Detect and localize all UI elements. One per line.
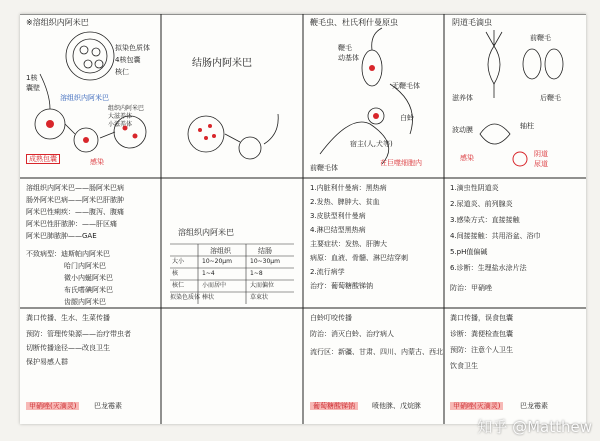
panel1-label: 囊壁 [26, 84, 40, 92]
bottom3-line: 预防：注意个人卫生 [450, 346, 513, 354]
panel3-label: 前鞭毛体 [310, 164, 338, 172]
text1-line: 阿米巴性痢疾：——腹泻、腹痛 [26, 208, 124, 216]
text4-line: 1.滴虫性阴道炎 [450, 184, 499, 192]
text4-line: 6.诊断：生理盐水涂片法 [450, 264, 527, 272]
bottom3-foot: 甲硝唑(灭滴灵) [450, 402, 503, 410]
table-cell: 大小 [172, 258, 185, 265]
panel3-host: 宿主(人,犬等) [350, 140, 393, 148]
text4-line: 5.pH值偏碱 [450, 248, 488, 256]
text1-line: 溶组织内阿米巴——肠阿米巴病 [26, 184, 124, 192]
panel3-label: 无鞭毛体 [392, 82, 420, 90]
panel1-infective: 感染 [90, 158, 104, 166]
bottom1-line: 切断传播途径——改良卫生 [26, 344, 110, 352]
text4-line: 防治：甲硝唑 [450, 284, 492, 292]
table-cell: 核仁 [172, 282, 185, 289]
bottom3-foot2: 巴龙霉素 [520, 402, 548, 410]
panel1-mid: 组织内阿米巴 [108, 105, 145, 112]
bottom1-line: 粪口传播、生水、生菜传播 [26, 314, 110, 322]
panel4-title: 阴道毛滴虫 [452, 18, 492, 27]
table-cell: 大而偏位 [250, 282, 275, 289]
panel1-mid: 大滋养体 [108, 113, 133, 120]
text3-line: 治疗：葡萄糖酸锑钠 [310, 282, 373, 290]
table-cell: 小而居中 [202, 282, 227, 289]
panel1-label: 1核 [26, 74, 38, 82]
panel1-note: 溶组织内阿米巴 [60, 94, 109, 102]
text1-line: 不致病型：迪斯帕内阿米巴 [26, 250, 110, 258]
table-title: 溶组织内阿米巴 [178, 228, 234, 237]
table-cell: 草束状 [250, 294, 269, 301]
text3-line: 病原：血液、骨髓、淋巴结穿刺 [310, 254, 408, 262]
panel1-mid: 小滋养体 [108, 121, 133, 128]
table-cell: 10~20μm [202, 258, 232, 265]
text1-line: 布氏嗜碘阿米巴 [64, 286, 113, 294]
table-header: 溶组织 [210, 247, 231, 255]
text3-line: 2.流行病学 [310, 268, 345, 276]
bottom1-line: 预防：管理传染源——治疗带虫者 [26, 330, 131, 338]
bottom3-line: 粪口传播，误食包囊 [450, 314, 513, 322]
bottom2-line: 流行区：新疆、甘肃、四川、内蒙古、西北 [310, 348, 443, 356]
panel4-label: 滋养体 [452, 94, 473, 102]
table-header: 结肠 [258, 247, 272, 255]
notes-page [20, 14, 586, 424]
text4-line: 4.间接接触：共用浴盆、浴巾 [450, 232, 541, 240]
bottom1-foot: 甲硝唑(灭滴灵) [26, 402, 79, 410]
bottom3-line: 饮食卫生 [450, 362, 478, 370]
panel1-label: 拟染色质体 [115, 44, 150, 52]
table-cell: 棒状 [202, 294, 215, 301]
panel4-label: 后鞭毛 [540, 94, 561, 102]
text4-line: 2.尿道炎、前列腺炎 [450, 200, 513, 208]
text1-line: 齿龈内阿米巴 [64, 298, 106, 306]
text1-line: 微小内蜒阿米巴 [64, 274, 113, 282]
panel1-label: 4核包囊 [115, 56, 141, 64]
table-cell: 拟染色质体 [170, 294, 201, 301]
text3-line: 3.皮肤型利什曼病 [310, 212, 366, 220]
page-title: 结肠内阿米巴 [192, 58, 252, 69]
bottom2-line: 防治：消灭白蛉、治疗病人 [310, 330, 394, 338]
bottom2-foot: 葡萄糖酸锑钠 [310, 402, 358, 410]
panel1-title: ※溶组织内阿米巴 [26, 18, 89, 27]
panel3-label: 鞭毛 [338, 44, 352, 52]
panel3-title: 鞭毛虫、杜氏利什曼原虫 [310, 18, 398, 27]
bottom2-line: 白蛉叮咬传播 [310, 314, 352, 322]
text4-line: 3.感染方式：直接接触 [450, 216, 520, 224]
bottom1-line: 保护易感人群 [26, 358, 68, 366]
panel1-mature: 成熟包囊 [26, 154, 60, 164]
panel4-label: 轴柱 [520, 122, 534, 130]
table-cell: 1~4 [202, 270, 215, 277]
watermark: 知乎 @Matthew [477, 418, 592, 436]
panel4-label: 前鞭毛 [530, 34, 551, 42]
table-cell: 10~30μm [250, 258, 280, 265]
panel4-red-label: 感染 [460, 154, 474, 162]
text1-line: 阿米巴肺脓肿——GAE [26, 232, 97, 240]
panel3-vector: 白蛉 [400, 114, 414, 122]
panel4-red-label: 阴道 [534, 150, 548, 158]
text1-line: 阿米巴性肝脓肿：——肝区痛 [26, 220, 117, 228]
bottom1-foot2: 巴龙霉素 [94, 402, 122, 410]
table-cell: 1~8 [250, 270, 263, 277]
panel1-label: 核仁 [115, 68, 129, 76]
table-cell: 核 [172, 270, 179, 277]
text3-line: 1.内脏利什曼病：黑热病 [310, 184, 387, 192]
panel3-label: 动基体 [338, 54, 359, 62]
panel4-red-label: 尿道 [534, 160, 548, 168]
bottom2-foot2: 喷他脒、戊烷脒 [372, 402, 421, 410]
text3-line: 主要症状：发热、肝脾大 [310, 240, 387, 248]
panel3-red-label: 在巨噬细胞内 [380, 159, 422, 167]
text3-line: 4.淋巴结型黑热病 [310, 226, 366, 234]
bottom3-line: 诊断：粪便检查包囊 [450, 330, 513, 338]
panel4-label: 波动膜 [452, 126, 473, 134]
text1-line: 哈门内阿米巴 [64, 262, 106, 270]
text3-line: 2.发热、脾肿大、贫血 [310, 198, 380, 206]
text1-line: 肠外阿米巴病——阿米巴肝脓肿 [26, 196, 124, 204]
